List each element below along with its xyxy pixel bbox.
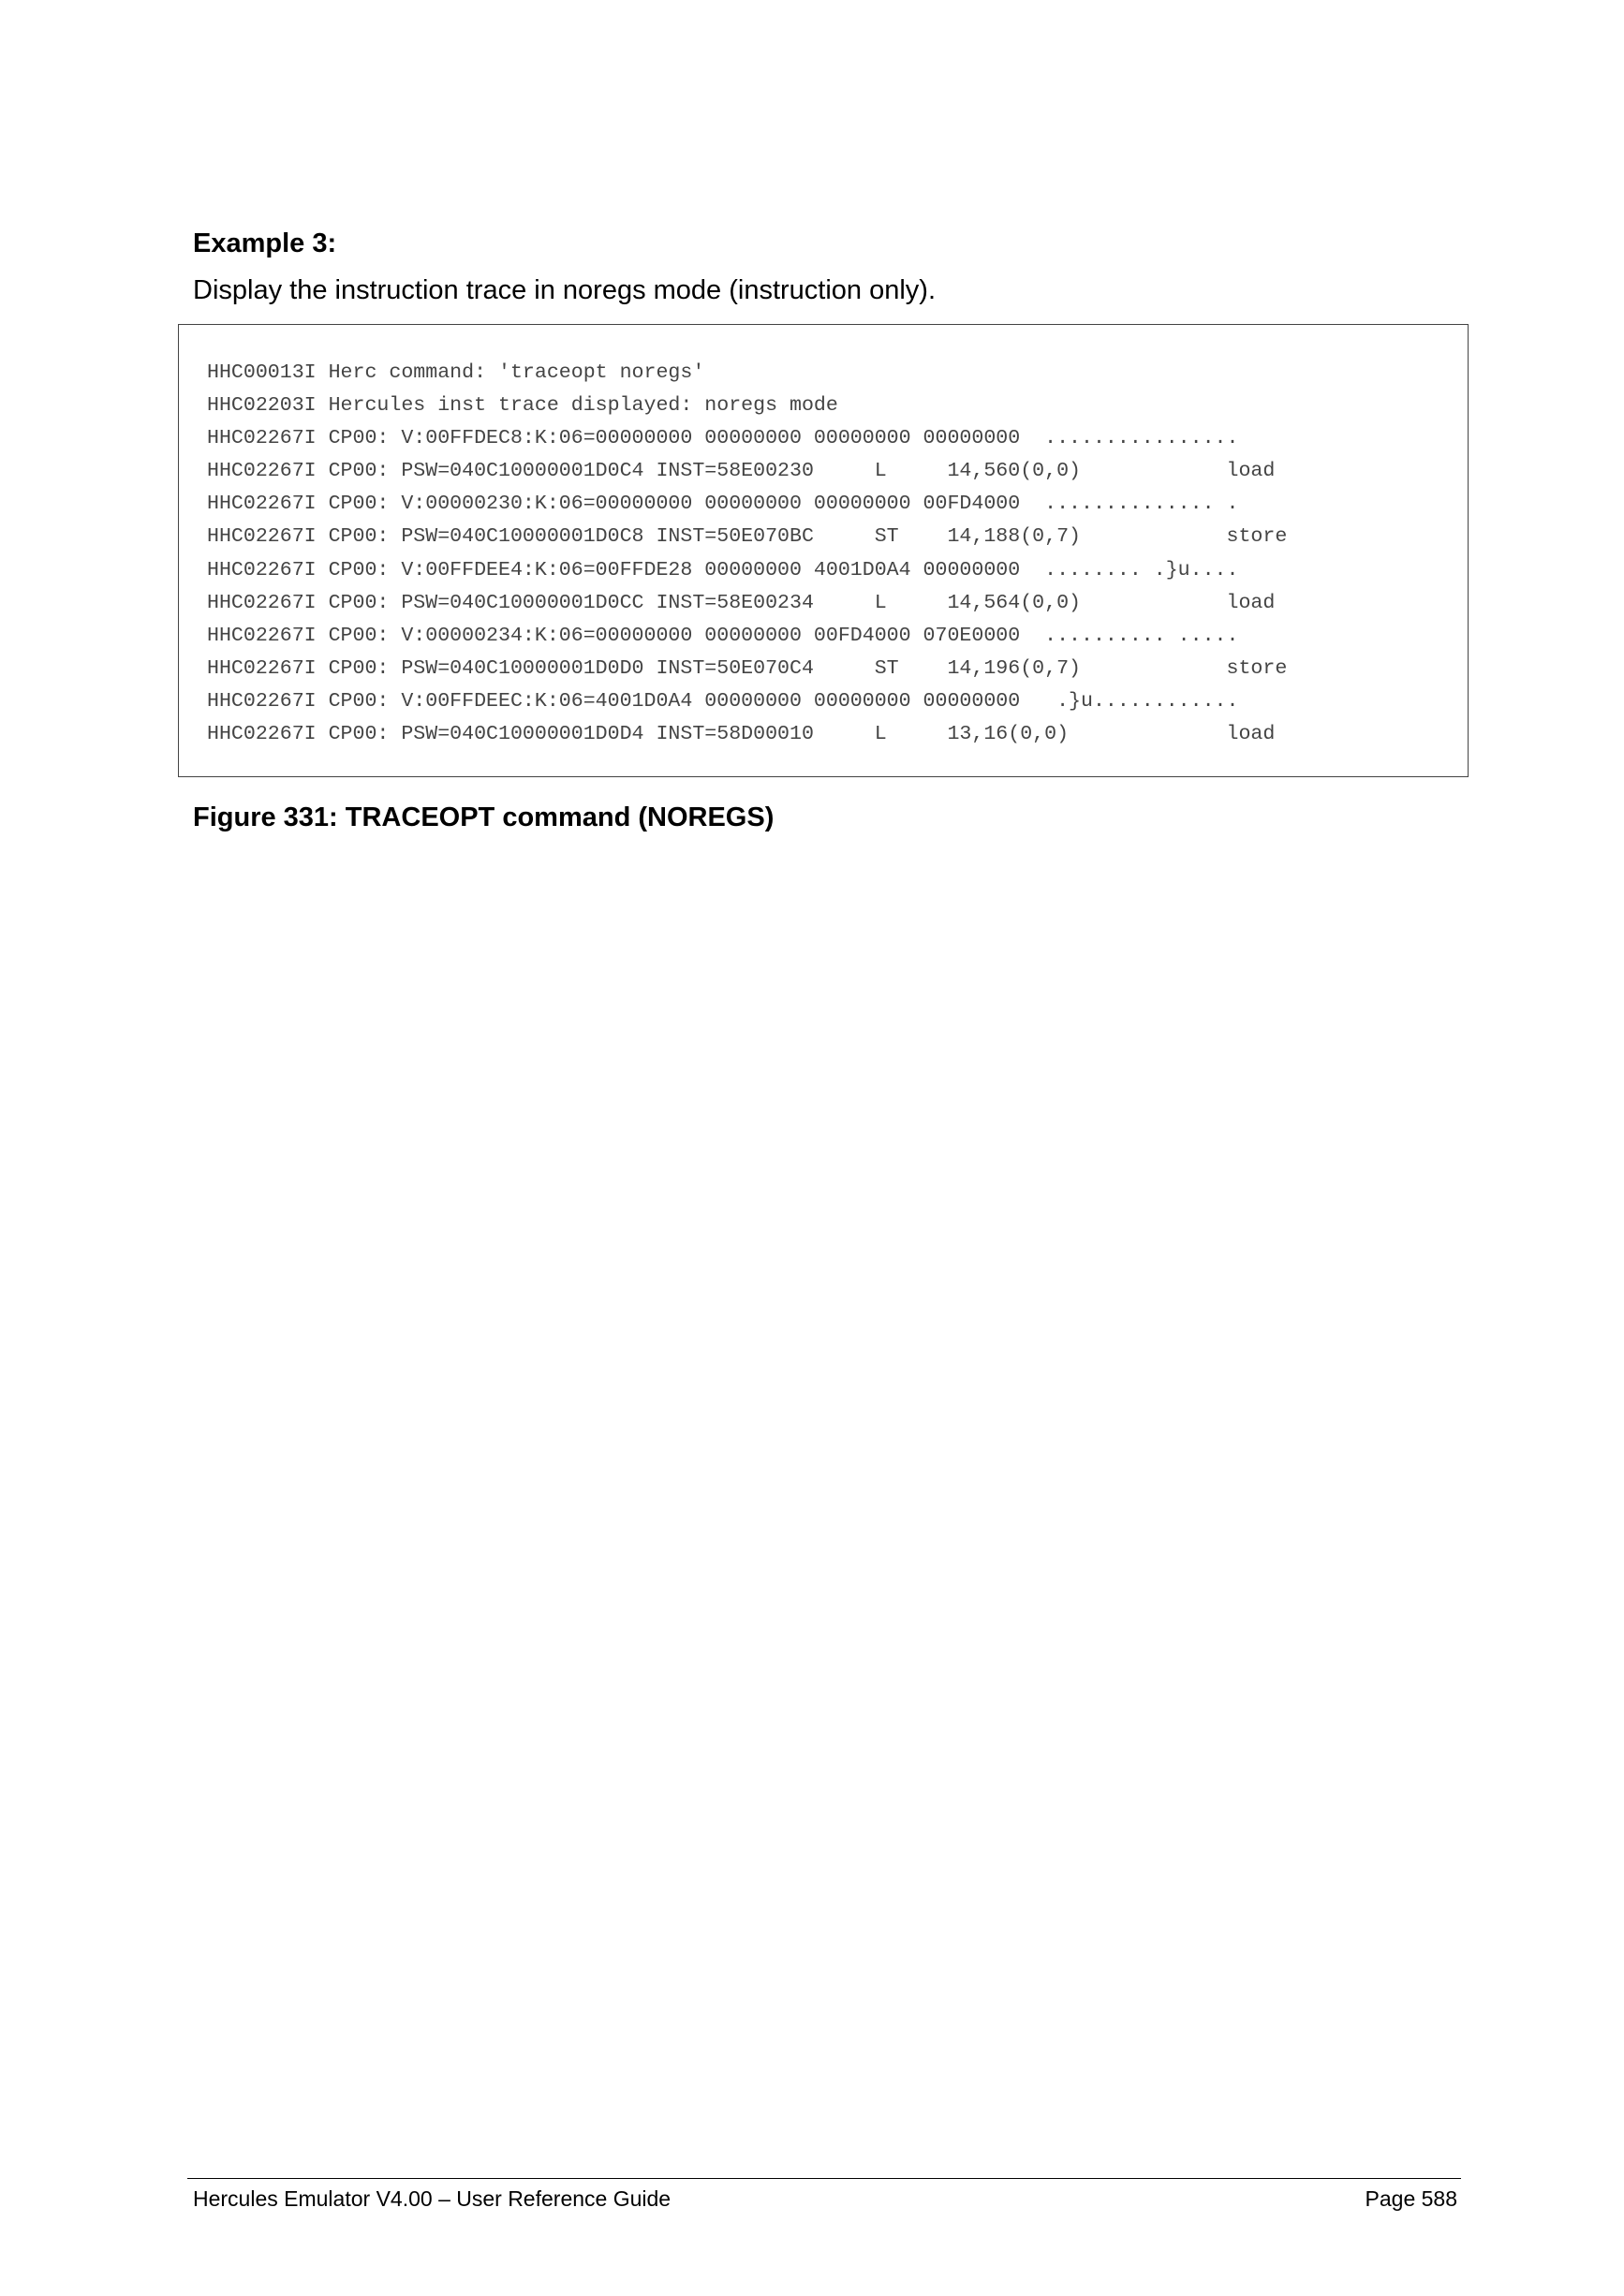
console-line: HHC02203I Hercules inst trace displayed: noregs mode <box>207 394 838 418</box>
console-line: HHC02267I CP00: V:00FFDEEC:K:06=4001D0A4 00000000 00000000 00000000 .}u............ <box>207 689 1239 713</box>
footer-divider <box>187 2178 1461 2179</box>
console-line: HHC02267I CP00: V:00000230:K:06=00000000 00000000 00000000 00FD4000 .............. . <box>207 493 1239 516</box>
console-line: HHC02267I CP00: PSW=040C10000001D0D4 INST=58D00010 L 13,16(0,0) load <box>207 723 1276 746</box>
console-line: HHC02267I CP00: PSW=040C10000001D0C8 INST=50E070BC ST 14,188(0,7) store <box>207 525 1288 549</box>
console-line: HHC02267I CP00: PSW=040C10000001D0D0 INST=50E070C4 ST 14,196(0,7) store <box>207 656 1288 680</box>
footer-document-title: Hercules Emulator V4.00 – User Reference Guide <box>193 2186 672 2211</box>
console-line: HHC02267I CP00: V:00FFDEE4:K:06=00FFDE28 00000000 4001D0A4 00000000 ........ .}u.... <box>207 558 1239 581</box>
console-line: HHC00013I Herc command: 'traceopt noregs' <box>207 361 705 384</box>
console-line: HHC02267I CP00: PSW=040C10000001D0CC INST=58E00234 L 14,564(0,0) load <box>207 591 1276 614</box>
console-line: HHC02267I CP00: V:00FFDEC8:K:06=00000000 00000000 00000000 00000000 ................ <box>207 427 1239 450</box>
footer-page-number: Page 588 <box>1365 2186 1457 2211</box>
console-output-box <box>178 324 1469 777</box>
console-line: HHC02267I CP00: V:00000234:K:06=00000000 00000000 00FD4000 070E0000 .......... ..... <box>207 624 1239 647</box>
example-heading: Example 3: <box>193 228 337 258</box>
figure-caption: Figure 331: TRACEOPT command (NOREGS) <box>193 802 775 832</box>
console-line: HHC02267I CP00: PSW=040C10000001D0C4 INST=58E00230 L 14,560(0,0) load <box>207 460 1276 483</box>
example-description: Display the instruction trace in noregs mode (instruction only). <box>193 275 937 305</box>
